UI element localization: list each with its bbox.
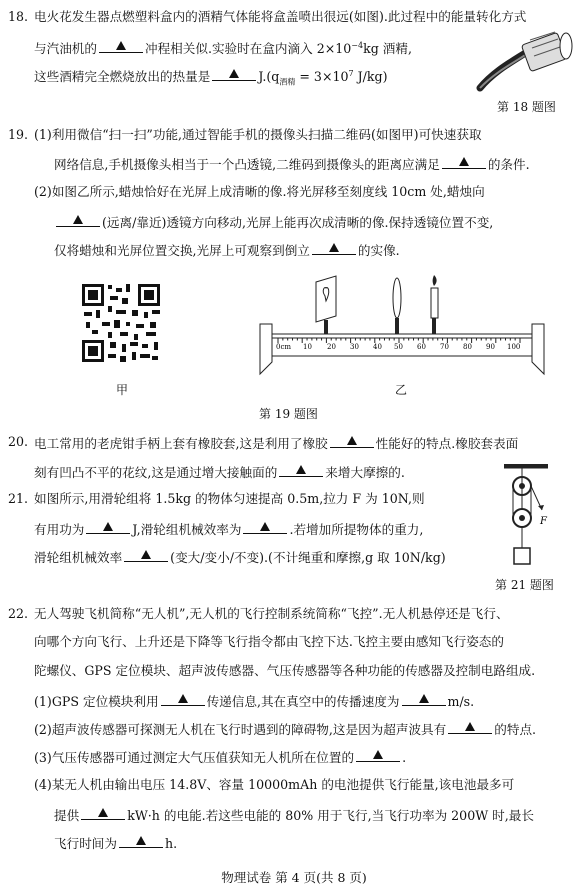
q19-line5: 仅将蜡烛和光屏位置交换,光屏上可观察到倒立 的实像. bbox=[54, 243, 400, 258]
question-number-20: 20. bbox=[8, 434, 29, 449]
ruler-label: 100 bbox=[507, 343, 521, 351]
q18-line3: 这些酒精完全燃烧放出的热量是 $J.(q_{酒精} = 3\times 10^7$ J/kg) bbox=[34, 69, 388, 87]
q22-line3: 陀螺仪、GPS 定位模块、超声波传感器、气压传感器等各种功能的传感器及控制电路组成. bbox=[34, 663, 536, 678]
q22-line5: (2)超声波传感器可探测无人机在飞行时遇到的障碍物,这是因为超声波具有 的特点. bbox=[34, 722, 537, 737]
q22-line2: 向哪个方向飞行、上升还是下降等飞行指令都由飞控下达.飞控主要由感知飞行姿态的 bbox=[34, 634, 504, 649]
ruler-label: 90 bbox=[486, 343, 495, 351]
ruler-label: 50 bbox=[394, 343, 403, 351]
question-number-21: 21. bbox=[8, 491, 29, 506]
q20-line2: 刻有凹凸不平的花纹,这是通过增大接触面的 来增大摩擦的. bbox=[34, 465, 405, 480]
optical-bench-diagram bbox=[258, 274, 548, 376]
figure-label-yi: 乙 bbox=[395, 383, 408, 397]
ruler-label: 40 bbox=[373, 343, 382, 351]
question-number-19: 19. bbox=[8, 127, 29, 142]
question-number-22: 22. bbox=[8, 606, 29, 621]
ruler-label: 30 bbox=[350, 343, 359, 351]
qr-code-image bbox=[80, 282, 162, 364]
q19-line2: 网络信息,手机摄像头相当于一个凸透镜,二维码到摄像头的距离应满足 的条件. bbox=[54, 157, 530, 172]
answer-blank[interactable] bbox=[56, 213, 100, 227]
answer-blank[interactable] bbox=[402, 692, 446, 706]
answer-blank[interactable] bbox=[212, 67, 256, 81]
page-footer: 物理试卷 第 4 页(共 8 页) bbox=[221, 870, 367, 885]
figure-21-caption: 第 21 题图 bbox=[495, 578, 554, 592]
answer-blank[interactable] bbox=[448, 720, 492, 734]
q19-line4: (远离/靠近)透镜方向移动,光屏上能再次成清晰的像.保持透镜位置不变, bbox=[54, 213, 493, 231]
question-number-18: 18. bbox=[8, 9, 29, 24]
q22-line7: (4)某无人机由输出电压 14.8V、容量 10000mAh 的电池提供飞行能量,该电池最多可 bbox=[34, 777, 515, 792]
q22-line8: 提供 kW·h 的电能.若这些电能的 80% 用于飞行,当飞行功率为 200W 时,最长 bbox=[54, 808, 534, 823]
figure-18-caption: 第 18 题图 bbox=[497, 100, 556, 114]
q20-line1: 电工常用的老虎钳手柄上套有橡胶套,这是利用了橡胶 性能好的特点.橡胶套表面 bbox=[34, 436, 519, 451]
force-label-f: F bbox=[540, 516, 547, 527]
q18-line1: 电火花发生器点燃塑料盒内的酒精气体能将盒盖喷出很远(如图).此过程中的能量转化方式 bbox=[34, 9, 527, 24]
q21-line2: 有用功为 J,滑轮组机械效率为 .若增加所提物体的重力, bbox=[34, 522, 424, 537]
answer-blank[interactable] bbox=[124, 548, 168, 562]
ruler-label: 60 bbox=[417, 343, 426, 351]
pulley-system-diagram bbox=[500, 462, 556, 574]
q19-line3: (2)如图乙所示,蜡烛恰好在光屏上成清晰的像.将光屏移至刻度线 10cm 处,蜡烛向 bbox=[34, 184, 485, 199]
answer-blank[interactable] bbox=[86, 520, 130, 534]
q22-line4: (1)GPS 定位模块利用 传递信息,其在真空中的传播速度为 m/s. bbox=[34, 694, 475, 709]
ruler-label: 80 bbox=[463, 343, 472, 351]
q22-line1: 无人驾驶飞机简称“无人机”,无人机的飞行控制系统简称“飞控”.无人机悬停还是飞行、 bbox=[34, 606, 509, 621]
answer-blank[interactable] bbox=[330, 434, 374, 448]
q21-line3: 滑轮组机械效率 (变大/变小/不变).(不计绳重和摩擦,g 取 10N/kg) bbox=[34, 550, 446, 565]
answer-blank[interactable] bbox=[279, 463, 323, 477]
answer-blank[interactable] bbox=[442, 155, 486, 169]
answer-blank[interactable] bbox=[99, 39, 143, 53]
spark-generator-illustration bbox=[470, 30, 580, 95]
q22-line9: 飞行时间为 h. bbox=[54, 836, 178, 851]
ruler-label: 0cm bbox=[276, 343, 292, 351]
answer-blank[interactable] bbox=[243, 520, 287, 534]
answer-blank[interactable] bbox=[119, 834, 163, 848]
q18-line2: 与汽油机的 冲程相关似.实验时在盒内滴入 $2\times 10^{-4}kg$ 酒精, bbox=[34, 41, 412, 57]
answer-blank[interactable] bbox=[312, 241, 356, 255]
answer-blank[interactable] bbox=[356, 748, 400, 762]
figure-19-caption: 第 19 题图 bbox=[259, 407, 318, 421]
q19-line1: (1)利用微信“扫一扫”功能,通过智能手机的摄像头扫描二维码(如图甲)可快速获取 bbox=[34, 127, 482, 142]
q22-line6: (3)气压传感器可通过测定大气压值获知无人机所在位置的 . bbox=[34, 750, 407, 765]
figure-label-jia: 甲 bbox=[116, 383, 129, 397]
q21-line1: 如图所示,用滑轮组将 1.5kg 的物体匀速提高 0.5m,拉力 F 为 10N,则 bbox=[34, 491, 425, 506]
ruler-label: 20 bbox=[327, 343, 336, 351]
ruler-label: 70 bbox=[440, 343, 449, 351]
answer-blank[interactable] bbox=[81, 806, 125, 820]
answer-blank[interactable] bbox=[161, 692, 205, 706]
ruler-label: 10 bbox=[303, 343, 312, 351]
